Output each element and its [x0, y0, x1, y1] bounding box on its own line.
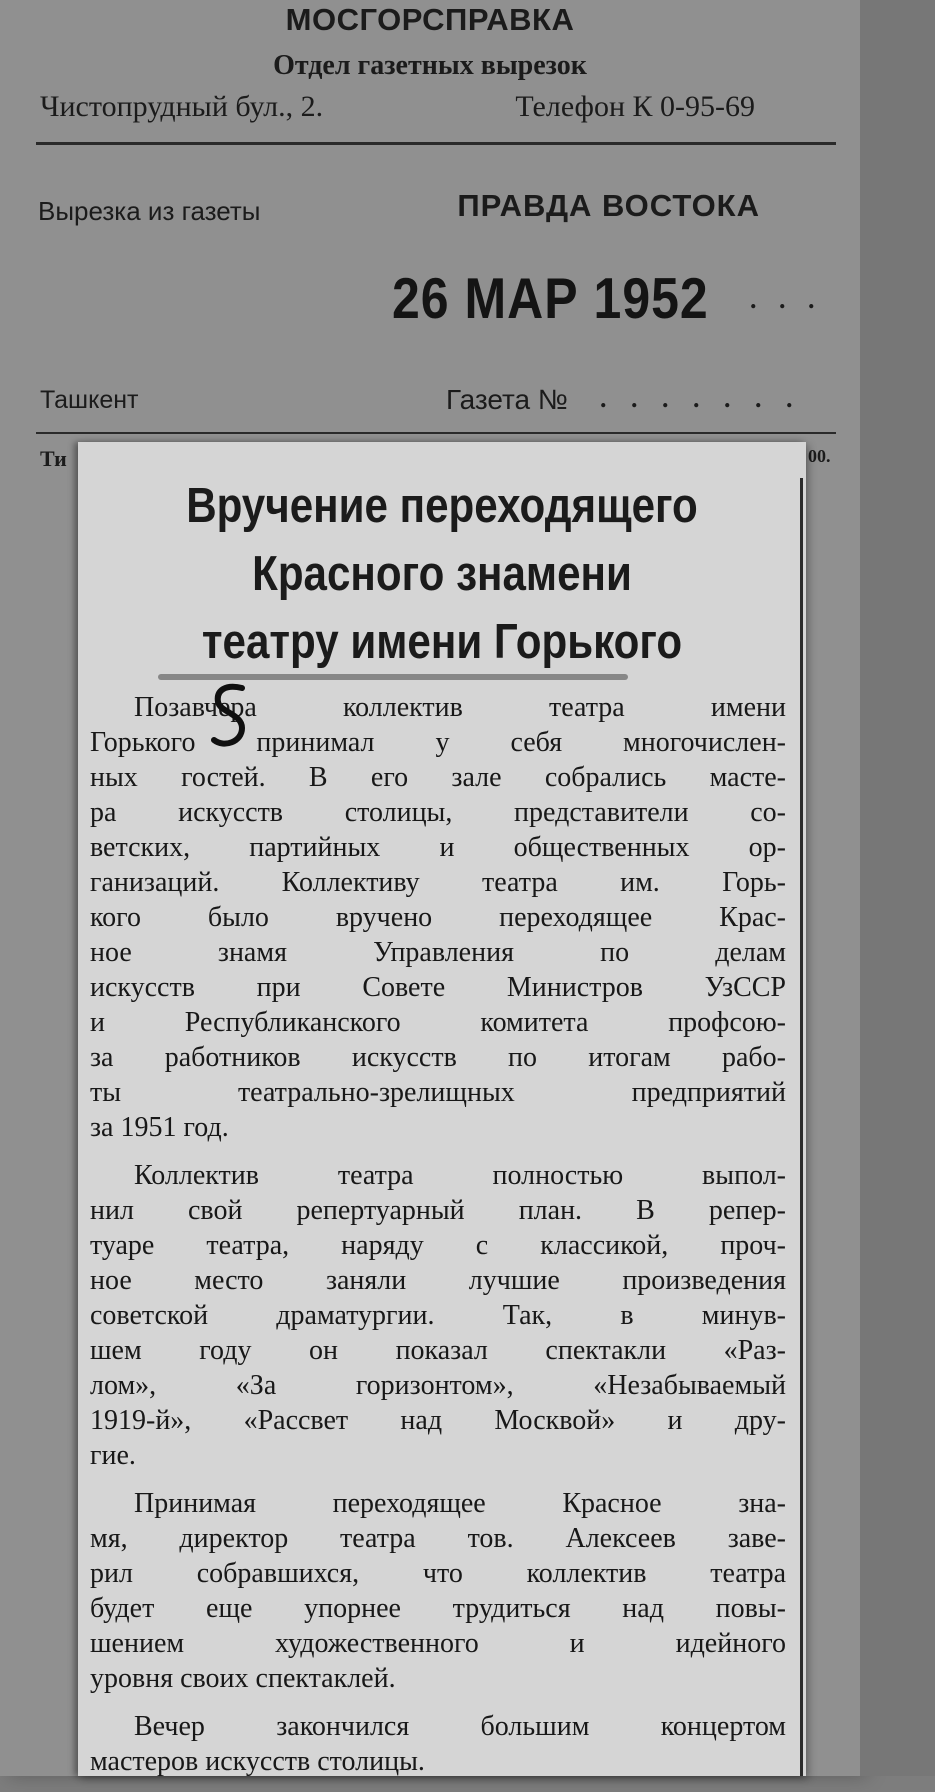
article-paragraph — [90, 1709, 786, 1779]
date-dots: . . . — [750, 285, 823, 314]
article-line: ты театрально-зрелищных предприятий — [90, 1077, 786, 1108]
circulation-value-fragment: 00. — [808, 446, 831, 466]
city-text: Ташкент — [40, 386, 139, 414]
article-line: за 1951 год. — [90, 1112, 229, 1143]
article-line: туаре театра, наряду с классикой, проч- — [90, 1230, 786, 1261]
clipping-label: Вырезка из газеты — [38, 196, 261, 226]
gazeta-number-label: Газета № — [446, 384, 568, 415]
headline-line: театру имени Горького — [201, 615, 683, 669]
article-line: мя, директор театра тов. Алексеев заве- — [90, 1523, 786, 1554]
article-line: Коллектив театра полностью выпол- — [134, 1160, 786, 1191]
article-paragraph — [90, 1486, 786, 1696]
form-divider — [36, 432, 836, 434]
article-line: и Республиканского комитета профсою- — [90, 1007, 786, 1038]
newspaper-clipping — [78, 442, 806, 1776]
article-line: рил собравшихся, что коллектив театра — [90, 1558, 786, 1589]
department-subtitle: Отдел газетных вырезок — [273, 50, 587, 81]
article-headline — [129, 472, 755, 676]
newspaper-name: ПРАВДА ВОСТОКА — [457, 188, 760, 223]
article-line: Позавчера коллектив театра имени — [134, 692, 786, 723]
article-line: Горького принимал у себя многочислен- — [90, 727, 786, 758]
article-line: ных гостей. В его зале собрались масте- — [90, 762, 786, 793]
article-line: ное место заняли лучшие произведения — [90, 1265, 786, 1296]
background-edge — [860, 0, 935, 1776]
phone-text: Телефон К 0-95-69 — [515, 90, 755, 123]
article-line: 1919-й», «Рассвет над Москвой» и дру- — [90, 1405, 786, 1436]
article-line: Вечер закончился большим концертом — [134, 1711, 786, 1742]
article-line: ное знамя Управления по делам — [90, 937, 786, 968]
header-divider — [36, 142, 836, 145]
article-line: Принимая переходящее Красное зна- — [134, 1488, 786, 1519]
pencil-underline — [158, 674, 628, 680]
article-line: за работников искусств по итогам рабо- — [90, 1042, 786, 1073]
article-line: нил свой репертуарный план. В репер- — [90, 1195, 786, 1226]
article-line: шем году он показал спектакли «Раз- — [90, 1335, 786, 1366]
article-line: шением художественного и идейного — [90, 1628, 786, 1659]
article-line: будет еще упорнее трудиться над повы- — [90, 1593, 786, 1624]
article-line: уровня своих спектаклей. — [90, 1663, 396, 1694]
date-stamp: 26 МАР 1952 — [392, 266, 709, 331]
circulation-label-fragment: Ти — [40, 446, 67, 471]
article-line: ганизаций. Коллективу театра им. Горь- — [90, 867, 786, 898]
headline-line: Вручение переходящего — [186, 479, 698, 533]
org-title: МОСГОРСПРАВКА — [285, 2, 575, 37]
article-body — [90, 690, 786, 1792]
article-line: искусств при Совете Министров УзССР — [90, 972, 786, 1003]
article-paragraph — [90, 690, 786, 1145]
article-line: советской драматургии. Так, в минув- — [90, 1300, 786, 1331]
article-line: ветских, партийных и общественных ор- — [90, 832, 786, 863]
clipping-edge-line — [800, 478, 803, 1776]
article-line: кого было вручено переходящее Крас- — [90, 902, 786, 933]
headline-line: Красного знамени — [252, 547, 632, 601]
article-line: гие. — [90, 1440, 136, 1471]
handwritten-number-mark — [208, 682, 250, 752]
address-text: Чистопрудный бул., 2. — [40, 90, 324, 123]
article-line: мастеров искусств столицы. — [90, 1746, 425, 1777]
article-paragraph — [90, 1158, 786, 1473]
article-line: лом», «За горизонтом», «Незабываемый — [90, 1370, 786, 1401]
gazeta-number-dots: . . . . . . . — [600, 384, 802, 413]
article-line: ра искусств столицы, представители со- — [90, 797, 786, 828]
